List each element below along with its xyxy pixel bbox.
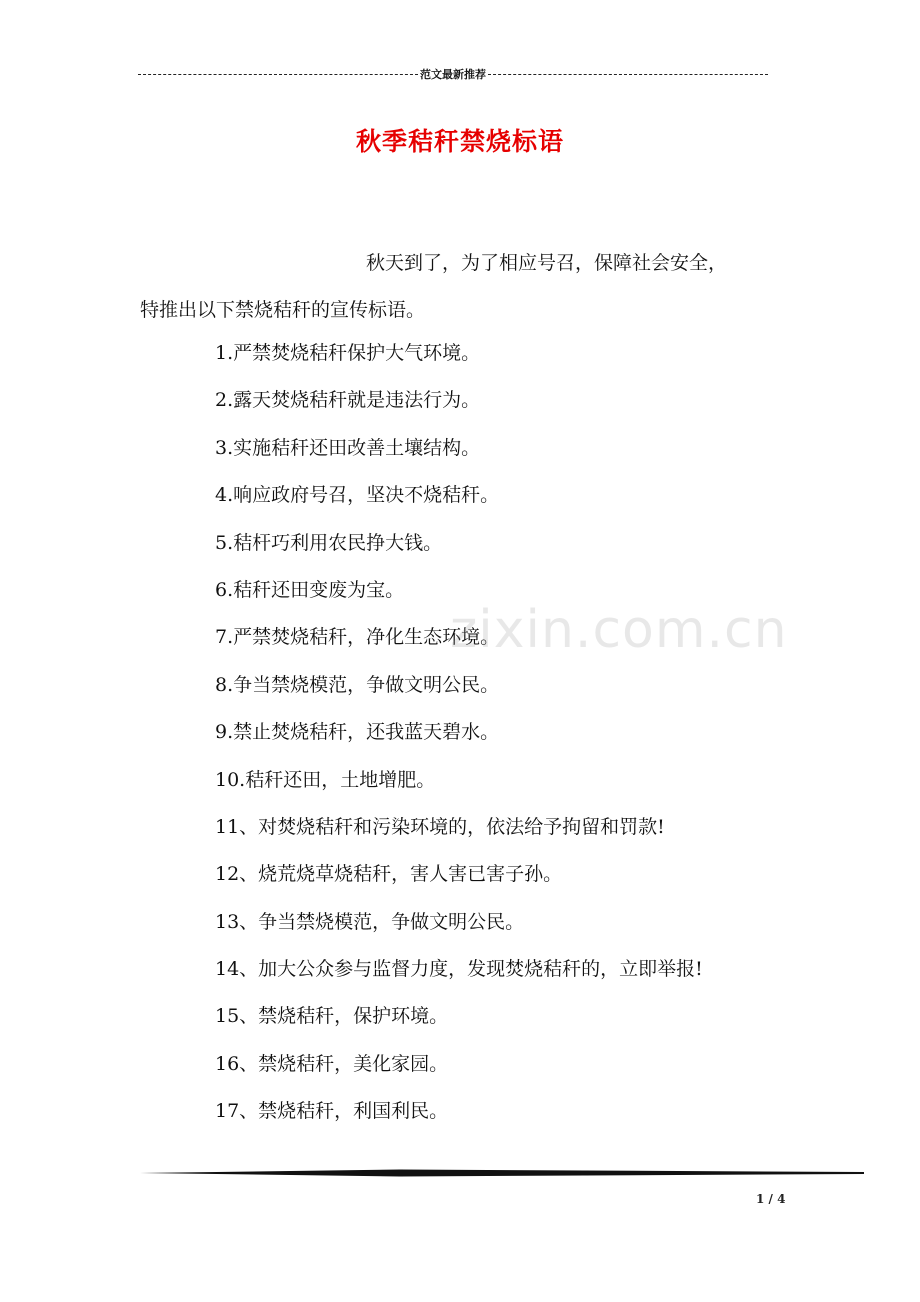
slogan-item: 6.秸秆还田变废为宝。 [215,578,405,601]
slogan-item: 8.争当禁烧模范，争做文明公民。 [215,673,500,696]
slogan-item: 5.秸杆巧利用农民挣大钱。 [215,531,443,554]
slogan-item: 1.严禁焚烧秸秆保护大气环境。 [215,342,481,364]
intro-line-2: 特推出以下禁烧秸秆的宣传标语。 [140,299,426,321]
page-number: 1 / 4 [756,1192,786,1206]
slogan-item: 16、禁烧秸秆，美化家园。 [215,1052,449,1075]
slogan-item: 4.响应政府号召，坚决不烧秸秆。 [215,484,500,507]
watermark: zixin.com.cn [450,600,788,660]
slogan-item: 7.严禁焚烧秸秆，净化生态环境。 [215,626,500,649]
slogan-item: 2.露天焚烧秸秆就是违法行为。 [215,389,481,412]
slogan-item: 14、加大公众参与监督力度，发现焚烧秸秆的，立即举报! [215,958,703,981]
document-title: 秋季秸秆禁烧标语 [355,127,564,156]
slogan-list [215,330,703,1136]
intro-paragraph [140,240,780,334]
slogan-item: 17、禁烧秸秆，利国利民。 [215,1100,449,1123]
slogan-item: 12、烧荒烧草烧秸秆，害人害已害子孙。 [215,863,563,886]
slogan-item: 3.实施秸秆还田改善土壤结构。 [215,436,481,459]
footer-rule [140,1166,864,1180]
slogan-item: 13、争当禁烧模范，争做文明公民。 [215,910,525,933]
header-rule [138,66,768,82]
intro-line-1: 秋天到了，为了相应号召，保障社会安全， [366,252,728,274]
header-dash-left [138,74,418,75]
slogan-item: 11、对焚烧秸秆和污染环境的，依法给予拘留和罚款! [215,815,665,838]
slogan-item: 15、禁烧秸秆，保护环境。 [215,1005,449,1028]
slogan-item: 10.秸秆还田，土地增肥。 [215,768,436,791]
header-dash-right [488,74,768,75]
header-label: 范文最新推荐 [420,68,486,81]
slogan-item: 9.禁止焚烧秸秆，还我蓝天碧水。 [215,721,500,744]
